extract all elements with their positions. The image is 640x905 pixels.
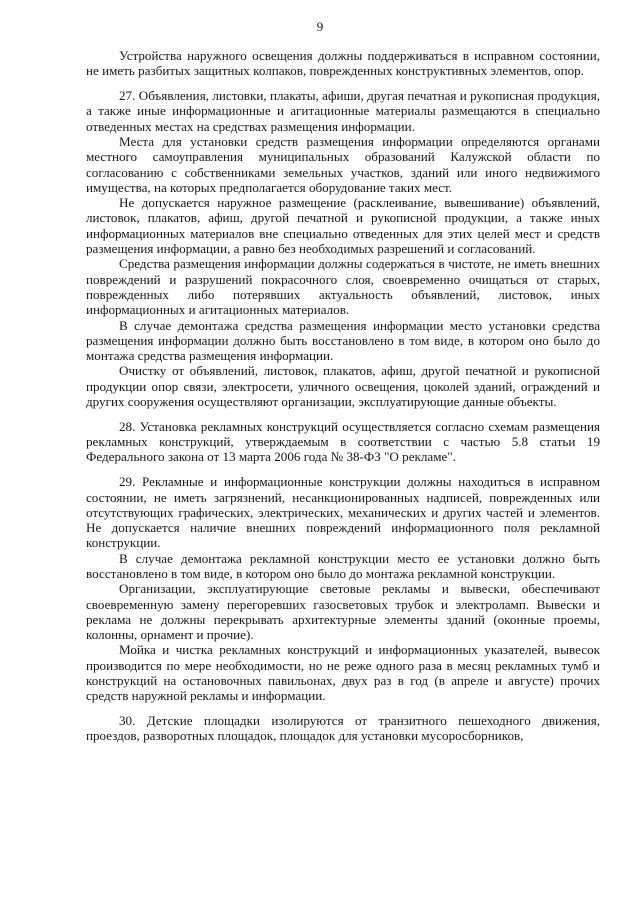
paragraph: В случае демонтажа рекламной конструкции место ее установки должно быть восстановлено в том виде, в котором оно было до монтажа рекламной конструкции.: [86, 550, 600, 581]
paragraph-item-28: 28. Установка рекламных конструкций осуществляется согласно схемам размещения рекламных конструкций, утверждаемым в соответствии с частью 5.8 статьи 19 Федерального закона от 13 марта 2006 года № 38-ФЗ "О рекламе".: [86, 418, 600, 465]
page-number: 9: [316, 19, 324, 34]
paragraph: Организации, эксплуатирующие световые рекламы и вывески, обеспечивают своевременную замену перегоревших газосветовых трубок и электроламп. Вывески и реклама не должны перекрывать архитектурные элементы зданий (оконные проемы, колонны, орнамент и прочие).: [86, 581, 600, 643]
paragraph: Места для установки средств размещения информации определяются органами местного самоуправления муниципальных образований Калужской области по согласованию с собственниками земельных участков, зданий или иного недвижимого имущества, на которых предполагается оборудование таких мест.: [86, 133, 600, 195]
paragraph: Устройства наружного освещения должны поддерживаться в исправном состоянии, не иметь разбитых защитных колпаков, поврежденных конструктивных элементов, опор.: [86, 48, 600, 79]
paragraph: Не допускается наружное размещение (расклеивание, вывешивание) объявлений, листовок, плакатов, афиш, другой печатной и рукописной продукции, а также иных информационных материалов вне специально отведенных для этих целей мест и средств размещения информации, а равно без необходимых разрешений и согласований.: [86, 195, 600, 257]
document-body: [86, 48, 600, 744]
paragraph-item-30: 30. Детские площадки изолируются от транзитного пешеходного движения, проездов, разворотных площадок, площадок для установки мусоросборников,: [86, 713, 600, 744]
paragraph: Средства размещения информации должны содержаться в чистоте, не иметь внешних повреждений и разрушений покрасочного слоя, своевременно очищаться от старых, поврежденных либо потерявших актуальность объявлений, листовок, иных информационных и агитационных материалов.: [86, 256, 600, 318]
paragraph: Мойка и чистка рекламных конструкций и информационных указателей, вывесок производится по мере необходимости, но не реже одного раза в месяц рекламных тумб и конструкций на остановочных павильонах, двух раз в год (в апреле и августе) прочих средств наружной рекламы и информации.: [86, 642, 600, 704]
paragraph-item-27: 27. Объявления, листовки, плакаты, афиши, другая печатная и рукописная продукция, а также иные информационные и агитационные материалы размещаются в специально отведенных местах на средствах размещения информации.: [86, 88, 600, 134]
paragraph: В случае демонтажа средства размещения информации место установки средства размещения информации должно быть восстановлено в том виде, в котором оно было до монтажа средства размещения информации.: [86, 317, 600, 364]
paragraph-item-29: 29. Рекламные и информационные конструкции должны находиться в исправном состоянии, не иметь загрязнений, несанкционированных надписей, поврежденных или отсутствующих графических, электрических, механических и других частей и элементов. Не допускается наличие внешних повреждений информационного поля рекламной конструкции.: [86, 474, 600, 551]
paragraph: Очистку от объявлений, листовок, плакатов, афиш, другой печатной и рукописной продукции опор связи, электросети, уличного освещения, цоколей зданий, ограждений и других сооружения осуществляют организации, эксплуатирующие данные объекты.: [86, 363, 600, 410]
